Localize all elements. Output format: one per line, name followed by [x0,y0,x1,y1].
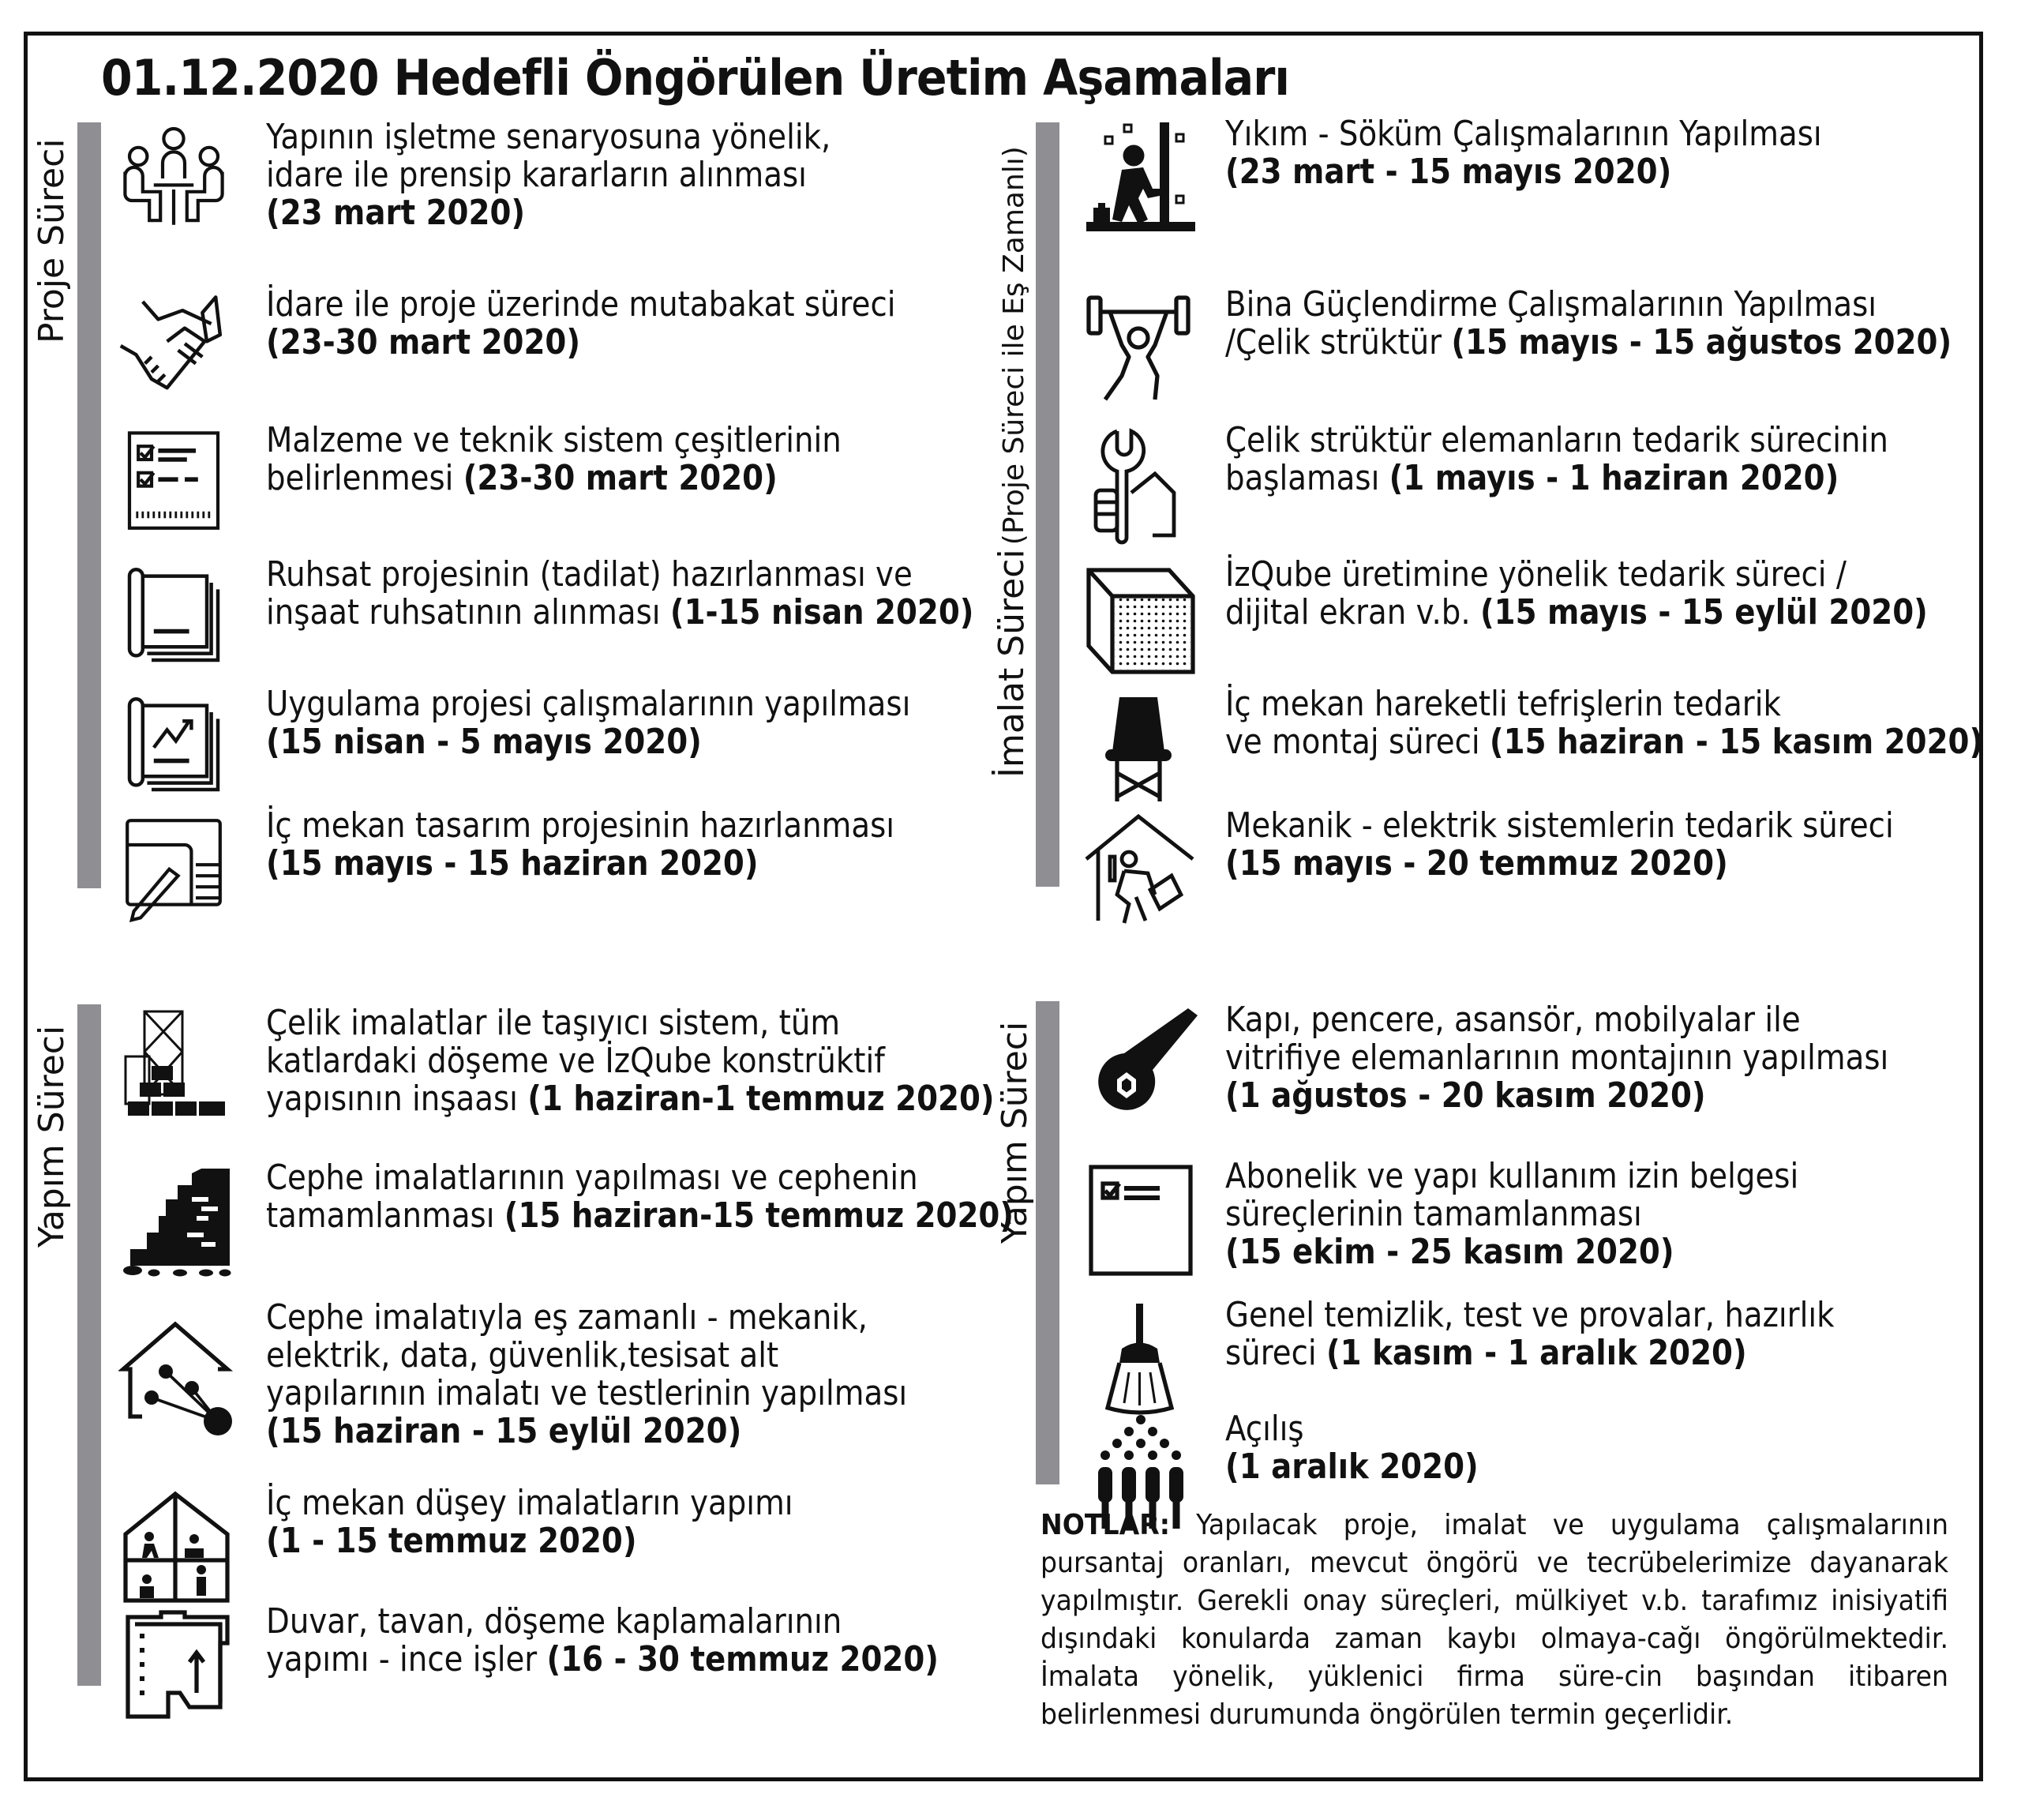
section-label-imalat [992,146,1032,778]
imalat-label-main: İmalat Süreci [992,549,1032,778]
item-text [1225,1158,1798,1271]
imalat-label-sub: (Proje Süreci ile Eş Zamanlı) [998,146,1030,546]
item-line: Yıkım - Söküm Çalışmalarının Yapılması [1225,114,1822,154]
item-date: (23-30 mart 2020) [463,458,778,498]
item-date-line [266,1080,995,1118]
yapim-right-bar [1036,1001,1059,1484]
item-date: (1 kasım - 1 aralık 2020) [1325,1333,1747,1373]
item-lead: belirlenmesi [266,458,463,498]
item-date-line [1225,1334,1835,1372]
floor-plan-icon [118,1608,237,1726]
item-line: Açılış [1225,1409,1304,1449]
item-lead: tamamlanması [266,1195,504,1236]
item-date: (1 haziran-1 temmuz 2020) [527,1079,995,1119]
item-date-line [266,845,894,883]
item-line: Abonelik ve yapı kullanım izin belgesi [1225,1156,1799,1196]
item-date: (15 ekim - 25 kasım 2020) [1225,1232,1674,1272]
item-date: (23 mart 2020) [266,193,526,233]
item-date: (15 mayıs - 15 haziran 2020) [266,843,759,884]
house-technician-icon [1082,812,1200,930]
item-date: (15 mayıs - 15 eylül 2020) [1479,592,1928,632]
item-lead: başlaması [1225,458,1389,498]
item-line: Çelik imalatlar ile taşıyıcı sistem, tüm [266,1003,841,1043]
item-date-line [266,194,831,232]
item-line: İdare ile proje üzerinde mutabakat süreci [266,284,896,325]
item-text [1225,115,1822,191]
item-text [266,1299,907,1450]
item-line: Ruhsat projesinin (tadilat) hazırlanması ve [266,554,913,595]
weightlifter-icon [1082,291,1200,409]
item-line: İç mekan hareketli tefrişlerin tedarik [1225,684,1781,724]
item-text [266,1159,1014,1235]
item-text [266,807,894,883]
scaffold-bricks-icon [118,1009,237,1128]
item-date-line [1225,845,1894,883]
item-line: İç mekan düşey imalatların yapımı [266,1483,793,1523]
item-date-line [266,1641,939,1679]
item-text [1225,685,1983,761]
imalat-bar [1036,122,1059,887]
item-lead: /Çelik strüktür [1225,322,1452,362]
item-date: (1 mayıs - 1 haziran 2020) [1389,458,1839,498]
item-date: (15 haziran-15 temmuz 2020) [504,1195,1014,1236]
item-date: (15 nisan - 5 mayıs 2020) [266,722,702,762]
item-line: Uygulama projesi çalışmalarının yapılması [266,684,911,724]
item-line: süreçlerinin tamamlanması [1225,1194,1642,1234]
item-text [266,1603,939,1679]
item-lead: inşaat ruhsatının alınması [266,592,670,632]
meeting-icon [118,123,229,234]
handshake-icon [118,291,229,401]
item-date-line [266,324,895,362]
item-date-line [1225,1233,1798,1271]
item-line: Malzeme ve teknik sistem çeşitlerinin [266,420,842,460]
wrench-icon [1082,1006,1200,1124]
item-text [1225,556,1928,632]
item-line: Cephe imalatıyla eş zamanlı - mekanik, [266,1297,868,1338]
item-text [266,118,831,232]
item-date-line [266,1197,1014,1235]
house-network-icon [118,1319,237,1438]
blueprint-chart-icon [118,690,229,801]
item-lead: yapısının inşaası [266,1079,528,1119]
item-date: (15 mayıs - 20 temmuz 2020) [1225,843,1728,884]
item-date-line [1225,1077,1888,1115]
item-text [1225,807,1894,883]
item-date-line [266,723,910,761]
item-date-line [1225,594,1928,632]
item-line: Kapı, pencere, asansör, mobilyalar ile [1225,1000,1801,1040]
item-date-line [266,1522,793,1560]
page-title: 01.12.2020 Hedefli Öngörülen Üretim Aşamaları [101,49,1290,107]
blueprint-icon [118,561,229,671]
house-workers-icon [118,1489,237,1608]
item-date: (23 mart - 15 mayıs 2020) [1225,152,1672,192]
item-lead: yapımı - ince işler [266,1639,547,1679]
item-text [266,1004,995,1118]
item-text [266,556,973,632]
item-date-line [266,460,842,497]
section-label-yapim-right: Yapım Süreci [995,1021,1035,1244]
item-text [1225,286,1952,362]
item-date-line [1225,723,1983,761]
item-text [1225,1001,1888,1115]
item-line: İç mekan tasarım projesinin hazırlanması [266,805,895,846]
section-label-proje: Proje Süreci [32,138,72,343]
item-date-line [1225,460,1888,497]
interior-design-icon [118,812,229,922]
item-text [266,1484,793,1560]
item-line: Duvar, tavan, döşeme kaplamalarının [266,1601,842,1642]
item-date: (16 - 30 temmuz 2020) [546,1639,939,1679]
wrench-hand-icon [1082,426,1200,545]
item-text [266,286,895,362]
item-date: (15 haziran - 15 eylül 2020) [266,1411,742,1451]
notes-text: Yapılacak proje, imalat ve uygulama çalışmalarının pursantaj oranları, mevcut öngörü ve tecrübelerimize dayanarak yapılmıştır. Gerekli onay süreçleri, mülkiyet v.b. tarafımız inisiyatifi dışındaki konularda zaman kaybı olmaya-cağı öngörülmektedir. İmalata yönelik, yüklenici firma süre-cin başından itibaren belirlenmesi durumunda öngörülen termin geçerlidir. [1040,1509,1948,1731]
item-line: Yapının işletme senaryosuna yönelik, [266,117,831,157]
item-date: (1 aralık 2020) [1225,1447,1479,1487]
item-lead: ve montaj süreci [1225,722,1490,762]
item-line: Bina Güçlendirme Çalışmalarının Yapılması [1225,284,1877,325]
item-date: (15 mayıs - 15 ağustos 2020) [1451,322,1952,362]
item-line: yapılarının imalatı ve testlerinin yapılması [266,1373,908,1413]
cube-icon [1082,561,1200,679]
yapim-left-bar [77,1004,101,1686]
broom-icon [1082,1301,1200,1420]
item-date-line [1225,153,1822,191]
item-line: idare ile prensip kararların alınması [266,155,807,195]
item-date: (1-15 nisan 2020) [669,592,974,632]
item-line: elektrik, data, güvenlik,tesisat alt [266,1335,779,1375]
item-date: (15 haziran - 15 kasım 2020) [1489,722,1984,762]
item-line: vitrifiye elemanlarının montajının yapılması [1225,1038,1889,1078]
chair-icon [1082,690,1200,809]
item-text [266,685,910,761]
item-date: (1 - 15 temmuz 2020) [266,1521,637,1561]
item-date-line [266,594,973,632]
item-line: Cephe imalatlarının yapılması ve cephenin [266,1158,918,1198]
demolition-worker-icon [1082,120,1200,238]
item-line: katlardaki döşeme ve İzQube konstrüktif [266,1041,885,1081]
item-line: Mekanik - elektrik sistemlerin tedarik süreci [1225,805,1894,846]
item-date-line [1225,324,1952,362]
item-lead: dijital ekran v.b. [1225,592,1480,632]
document-check-icon [1082,1162,1200,1281]
item-text [1225,1410,1479,1486]
proje-bar [77,122,101,888]
notes-label: NOTLAR: [1040,1509,1170,1541]
item-line: Genel temizlik, test ve provalar, hazırlık [1225,1295,1835,1335]
item-date-line [1225,1448,1479,1486]
item-text [266,422,842,497]
item-date-line [266,1413,907,1450]
item-line: Çelik strüktür elemanların tedarik sürecinin [1225,420,1888,460]
facade-wall-icon [118,1164,237,1282]
notes [1040,1507,1948,1734]
item-lead: süreci [1225,1333,1326,1373]
item-line: İzQube üretimine yönelik tedarik süreci / [1225,554,1847,595]
checklist-icon [118,426,229,537]
item-date: (23-30 mart 2020) [266,322,581,362]
section-label-yapim-left: Yapım Süreci [32,1025,72,1248]
item-text [1225,422,1888,497]
item-text [1225,1297,1835,1372]
item-date: (1 ağustos - 20 kasım 2020) [1225,1075,1706,1116]
